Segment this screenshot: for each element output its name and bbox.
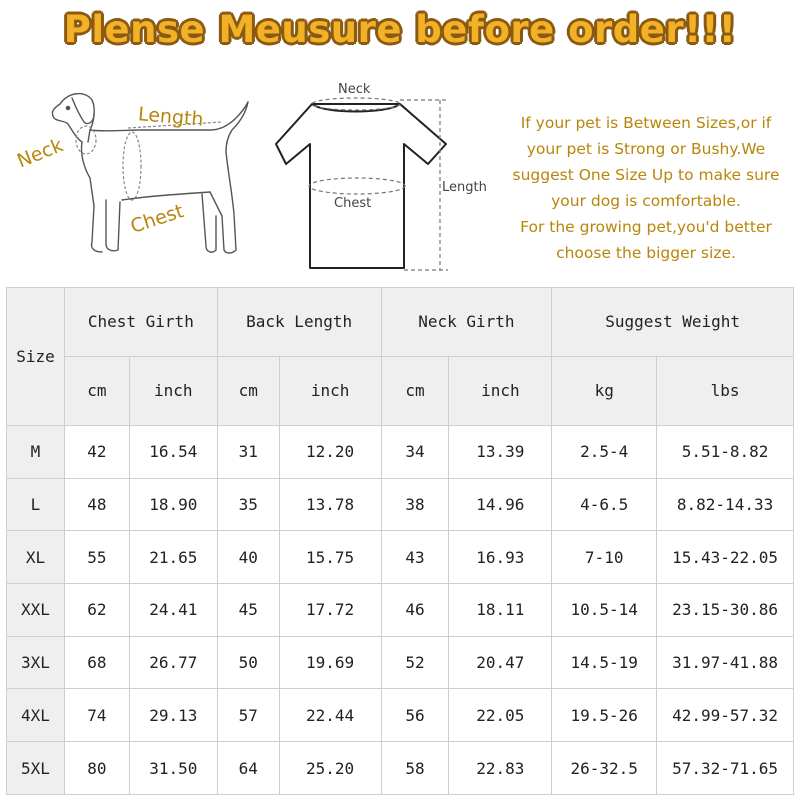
dog-length-label: Length bbox=[137, 103, 205, 131]
table-row bbox=[7, 636, 794, 689]
group-header-neck-girth: Neck Girth bbox=[381, 288, 552, 357]
table-cell: 18.11 bbox=[449, 584, 552, 637]
note-line: If your pet is Between Sizes,or if bbox=[520, 114, 772, 132]
unit-header: inch bbox=[279, 356, 381, 425]
shirt-length-label: Length bbox=[442, 180, 487, 195]
table-cell: 17.72 bbox=[279, 584, 381, 637]
table-cell: 35 bbox=[217, 478, 279, 531]
table-cell: 22.44 bbox=[279, 689, 381, 742]
size-cell: 5XL bbox=[7, 742, 65, 795]
size-chart-table bbox=[6, 287, 794, 795]
table-cell: 8.82-14.33 bbox=[657, 478, 794, 531]
table-cell: 14.96 bbox=[449, 478, 552, 531]
table-cell: 5.51-8.82 bbox=[657, 425, 794, 478]
table-cell: 57 bbox=[217, 689, 279, 742]
table-cell: 52 bbox=[381, 636, 449, 689]
size-cell: XXL bbox=[7, 584, 65, 637]
table-cell: 24.41 bbox=[129, 584, 217, 637]
table-cell: 22.05 bbox=[449, 689, 552, 742]
shirt-illustration bbox=[270, 80, 470, 275]
table-cell: 20.47 bbox=[449, 636, 552, 689]
table-cell: 80 bbox=[64, 742, 129, 795]
table-cell: 15.43-22.05 bbox=[657, 531, 794, 584]
table-cell: 18.90 bbox=[129, 478, 217, 531]
size-cell: XL bbox=[7, 531, 65, 584]
table-cell: 42 bbox=[64, 425, 129, 478]
table-cell: 34 bbox=[381, 425, 449, 478]
size-cell: M bbox=[7, 425, 65, 478]
table-cell: 46 bbox=[381, 584, 449, 637]
table-cell: 45 bbox=[217, 584, 279, 637]
table-cell: 13.78 bbox=[279, 478, 381, 531]
table-row bbox=[7, 531, 794, 584]
table-cell: 57.32-71.65 bbox=[657, 742, 794, 795]
page-title: Plense Meusure before order!!! bbox=[63, 8, 737, 51]
unit-header: inch bbox=[129, 356, 217, 425]
table-cell: 48 bbox=[64, 478, 129, 531]
note-line: your dog is comfortable. bbox=[551, 192, 741, 210]
table-cell: 2.5-4 bbox=[552, 425, 657, 478]
table-group-header-row bbox=[7, 288, 794, 357]
table-cell: 21.65 bbox=[129, 531, 217, 584]
group-header-suggest-weight: Suggest Weight bbox=[552, 288, 794, 357]
table-cell: 43 bbox=[381, 531, 449, 584]
table-cell: 23.15-30.86 bbox=[657, 584, 794, 637]
sizing-note bbox=[500, 110, 792, 266]
dog-chest-label: Chest bbox=[127, 200, 187, 238]
table-cell: 16.54 bbox=[129, 425, 217, 478]
table-cell: 38 bbox=[381, 478, 449, 531]
unit-header: cm bbox=[64, 356, 129, 425]
table-cell: 4-6.5 bbox=[552, 478, 657, 531]
unit-header: inch bbox=[449, 356, 552, 425]
table-cell: 31.50 bbox=[129, 742, 217, 795]
table-cell: 12.20 bbox=[279, 425, 381, 478]
note-line: For the growing pet,you'd better bbox=[520, 218, 772, 236]
unit-header: lbs bbox=[657, 356, 794, 425]
table-cell: 31 bbox=[217, 425, 279, 478]
unit-header: cm bbox=[381, 356, 449, 425]
table-row bbox=[7, 742, 794, 795]
table-cell: 16.93 bbox=[449, 531, 552, 584]
table-cell: 26.77 bbox=[129, 636, 217, 689]
table-cell: 10.5-14 bbox=[552, 584, 657, 637]
table-cell: 15.75 bbox=[279, 531, 381, 584]
table-cell: 40 bbox=[217, 531, 279, 584]
note-line: choose the bigger size. bbox=[556, 244, 736, 262]
table-cell: 64 bbox=[217, 742, 279, 795]
table-cell: 26-32.5 bbox=[552, 742, 657, 795]
table-cell: 25.20 bbox=[279, 742, 381, 795]
table-row bbox=[7, 425, 794, 478]
table-cell: 55 bbox=[64, 531, 129, 584]
table-cell: 58 bbox=[381, 742, 449, 795]
table-cell: 19.5-26 bbox=[552, 689, 657, 742]
dog-neck-label: Neck bbox=[14, 134, 67, 173]
table-cell: 14.5-19 bbox=[552, 636, 657, 689]
table-cell: 50 bbox=[217, 636, 279, 689]
note-line: your pet is Strong or Bushy.We bbox=[526, 140, 766, 158]
shirt-neck-label: Neck bbox=[338, 82, 371, 97]
table-row bbox=[7, 478, 794, 531]
table-row bbox=[7, 689, 794, 742]
size-header: Size bbox=[7, 288, 65, 426]
table-cell: 31.97-41.88 bbox=[657, 636, 794, 689]
table-cell: 56 bbox=[381, 689, 449, 742]
size-cell: L bbox=[7, 478, 65, 531]
table-cell: 22.83 bbox=[449, 742, 552, 795]
group-header-back-length: Back Length bbox=[217, 288, 381, 357]
note-line: suggest One Size Up to make sure bbox=[512, 166, 780, 184]
table-cell: 19.69 bbox=[279, 636, 381, 689]
unit-header: cm bbox=[217, 356, 279, 425]
table-row bbox=[7, 584, 794, 637]
table-cell: 29.13 bbox=[129, 689, 217, 742]
table-cell: 62 bbox=[64, 584, 129, 637]
size-cell: 4XL bbox=[7, 689, 65, 742]
group-header-chest-girth: Chest Girth bbox=[64, 288, 217, 357]
table-cell: 74 bbox=[64, 689, 129, 742]
table-cell: 13.39 bbox=[449, 425, 552, 478]
size-cell: 3XL bbox=[7, 636, 65, 689]
unit-header: kg bbox=[552, 356, 657, 425]
table-unit-header-row bbox=[7, 356, 794, 425]
shirt-chest-label: Chest bbox=[334, 196, 372, 211]
table-cell: 7-10 bbox=[552, 531, 657, 584]
dog-illustration bbox=[10, 82, 260, 272]
table-cell: 68 bbox=[64, 636, 129, 689]
table-cell: 42.99-57.32 bbox=[657, 689, 794, 742]
